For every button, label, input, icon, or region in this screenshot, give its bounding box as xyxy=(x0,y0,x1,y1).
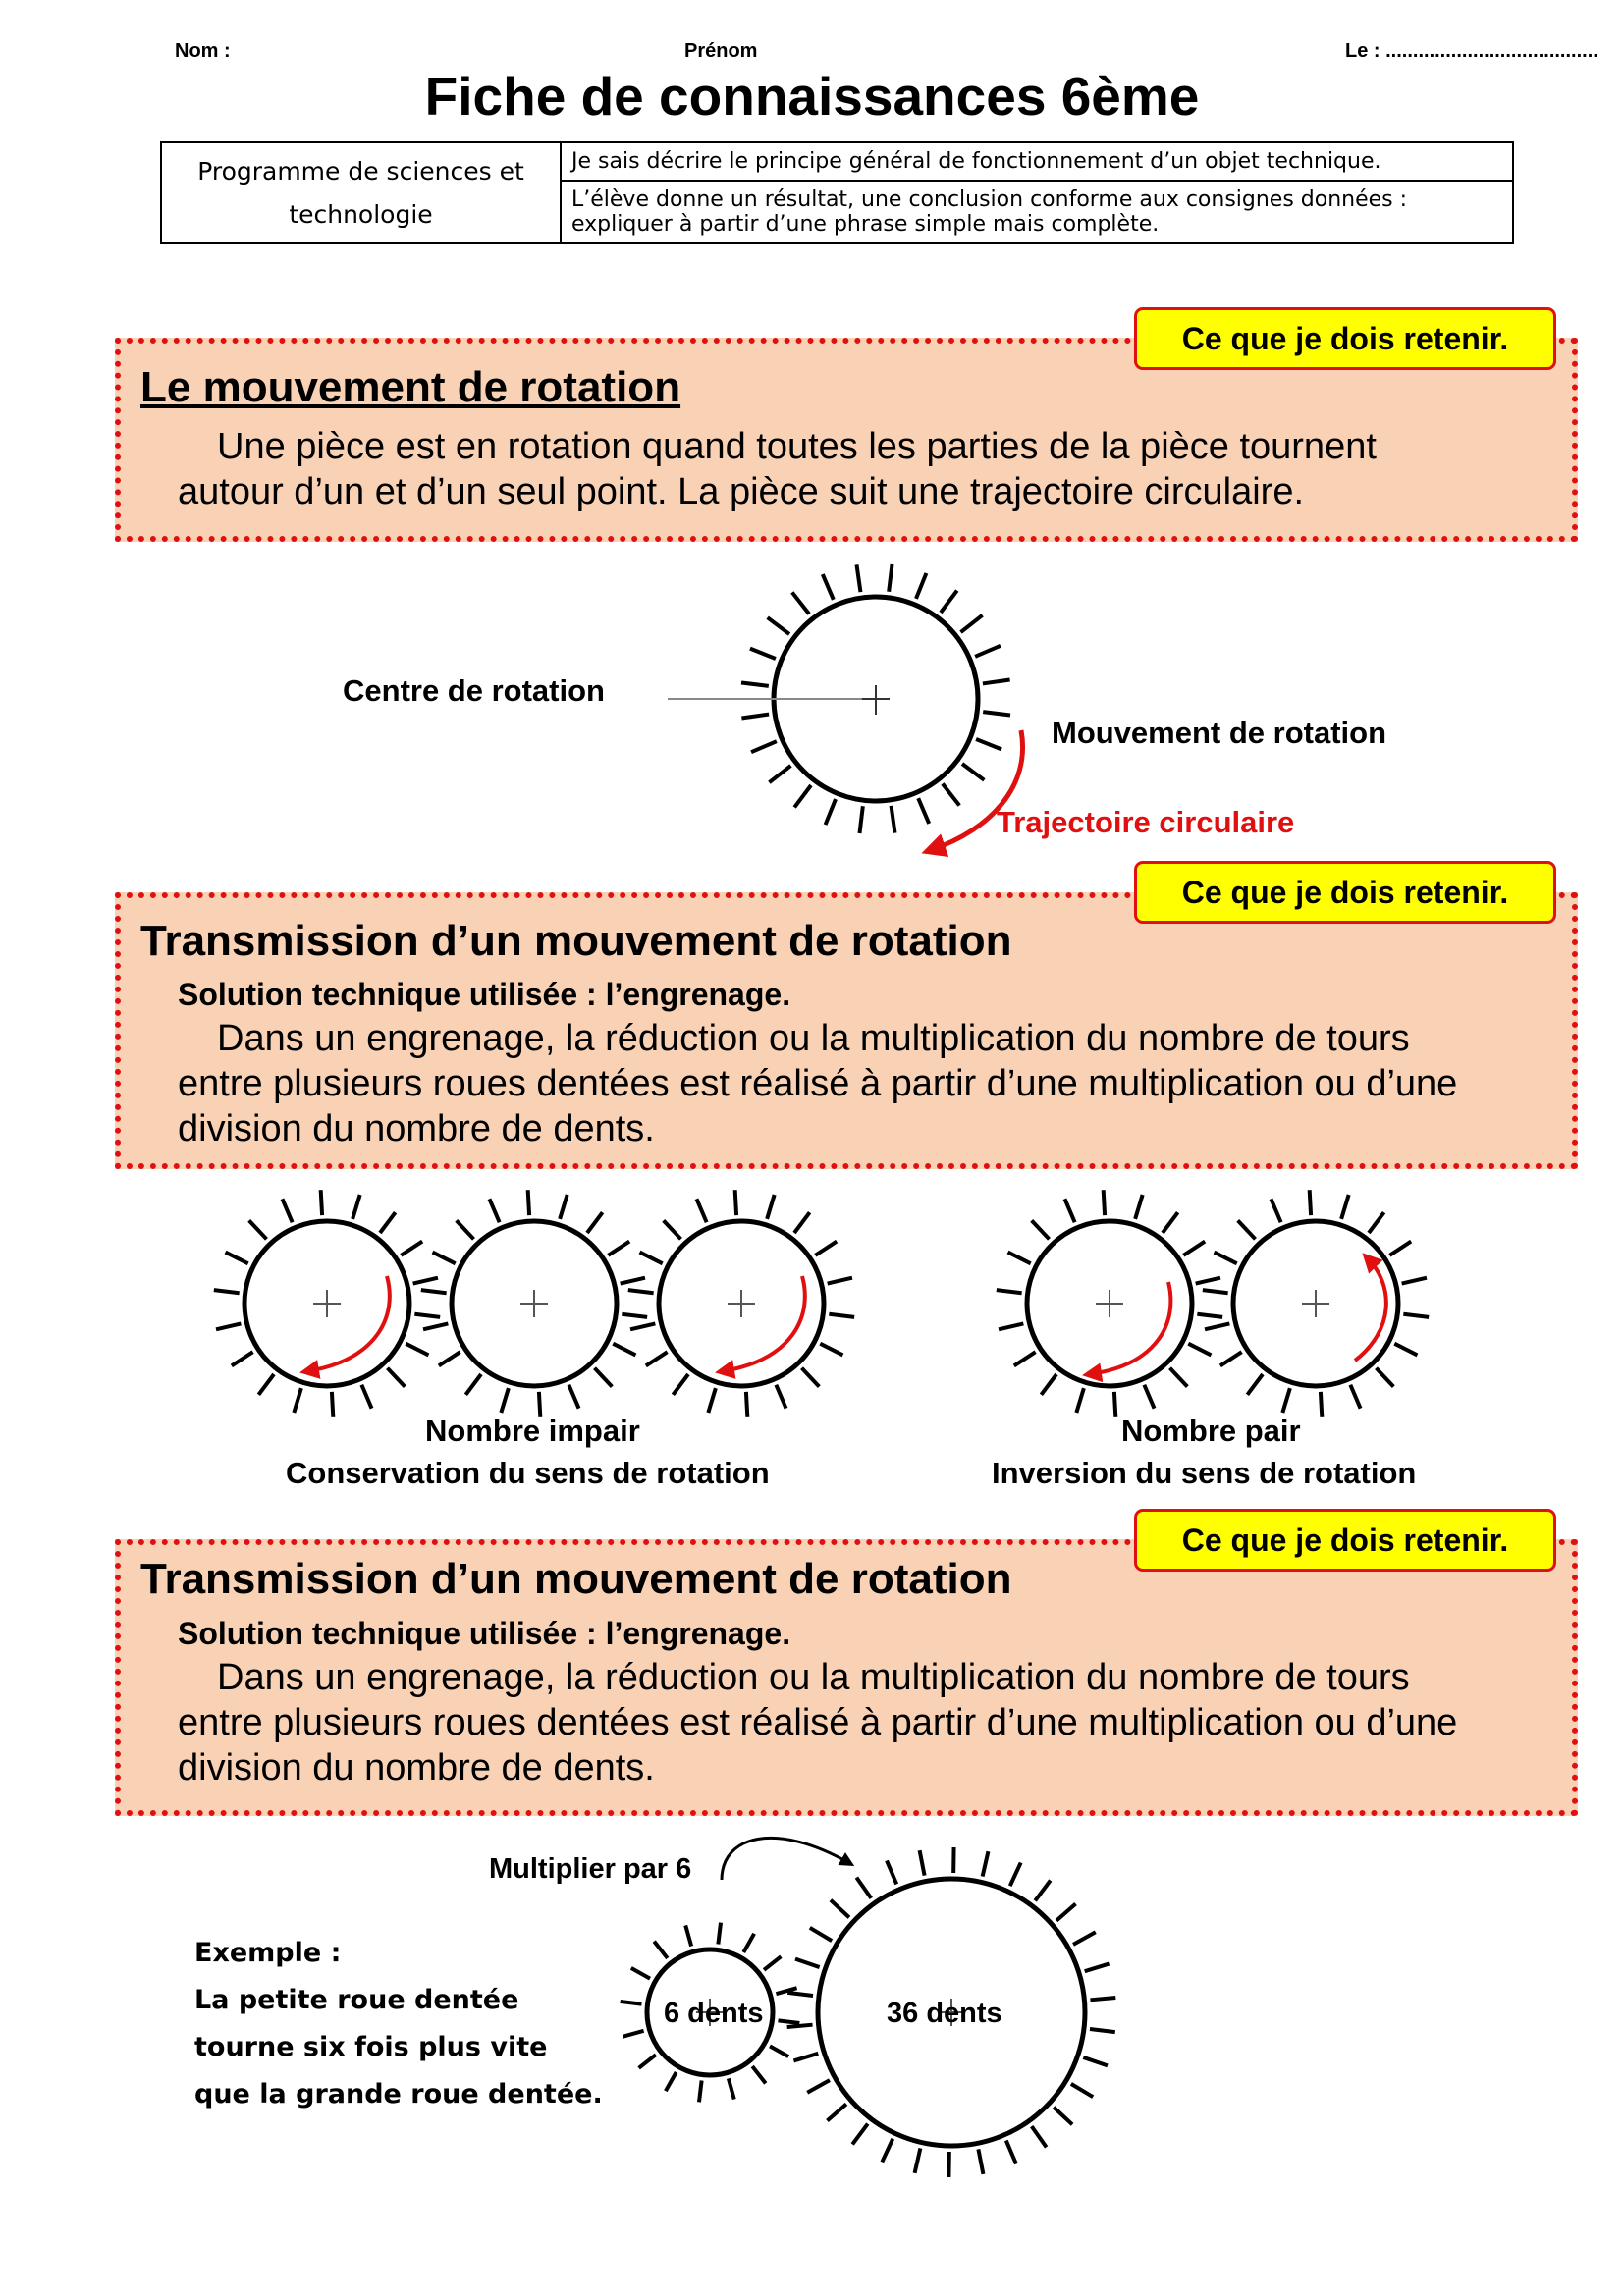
gear-tooth xyxy=(216,1323,241,1329)
gear-tooth xyxy=(828,1278,852,1284)
gear-tooth xyxy=(831,1900,849,1918)
gear-tooth xyxy=(810,1928,832,1941)
gear-tooth xyxy=(807,2080,830,2093)
gear-odd-3 xyxy=(628,1190,854,1417)
skill-describe: Je sais décrire le principe général de fonctionnement d’un objet technique. xyxy=(561,142,1513,181)
gear-tooth xyxy=(978,2149,983,2174)
gear-tooth xyxy=(630,1323,655,1329)
skill-conclude: L’élève donne un résultat, une conclusion conforme aux consignes données : expliquer à partir d’une phrase simple mais complète. xyxy=(561,181,1513,243)
gear-tooth xyxy=(918,798,929,824)
gear-tooth xyxy=(421,1290,447,1293)
mouvement-label: Mouvement de rotation xyxy=(1052,716,1387,750)
gear-tooth xyxy=(852,2124,868,2145)
gear-tooth xyxy=(882,2139,893,2163)
gear-tooth xyxy=(983,679,1010,683)
gear-tooth xyxy=(997,1290,1022,1293)
gear-tooth xyxy=(1197,1314,1222,1317)
retenir-badge: Ce que je dois retenir. xyxy=(1134,861,1556,924)
gear-tooth xyxy=(770,2046,788,2056)
gear-tooth xyxy=(439,1352,460,1365)
gear-tooth xyxy=(226,1253,248,1264)
gear-tooth xyxy=(621,2002,642,2004)
gear-tooth xyxy=(568,1385,578,1409)
gear-tooth xyxy=(654,1942,668,1958)
gear-tooth xyxy=(1196,1278,1220,1284)
gear-tooth xyxy=(767,1195,775,1219)
program-name: Programme de sciences et technologie xyxy=(161,142,561,243)
gear-tooth xyxy=(258,1374,274,1395)
gear-tooth xyxy=(941,591,957,613)
gear-tooth xyxy=(1032,1220,1050,1239)
gear-odd-1 xyxy=(214,1190,440,1417)
gear-tooth xyxy=(750,649,776,659)
gear-tooth xyxy=(666,2072,677,2091)
small-gear-label: 6 dents xyxy=(664,1998,764,2029)
gear-tooth xyxy=(975,646,1001,657)
gear-tooth xyxy=(1085,1964,1110,1972)
gear-tooth xyxy=(623,2031,643,2037)
gear-tooth xyxy=(795,1959,820,1967)
gear-tooth xyxy=(1014,1352,1036,1365)
gear-tooth xyxy=(1006,2141,1016,2164)
gear-tooth xyxy=(829,1314,854,1317)
gear-tooth xyxy=(1394,1344,1417,1356)
gear-tooth xyxy=(1403,1314,1429,1317)
gear-tooth xyxy=(465,1374,481,1395)
gear-tooth xyxy=(826,799,836,825)
gear-tooth xyxy=(646,1352,668,1365)
example-line2: tourne six fois plus vite xyxy=(194,2032,548,2062)
gear-even-2 xyxy=(1203,1190,1429,1417)
gear-tooth xyxy=(282,1199,292,1222)
gear-tooth xyxy=(802,1368,820,1387)
gear-tooth xyxy=(793,2054,818,2061)
gear-tooth xyxy=(696,1199,706,1222)
even-sub-label: Inversion du sens de rotation xyxy=(992,1456,1417,1490)
odd-sub-label: Conservation du sens de rotation xyxy=(286,1456,770,1490)
date-label: Le : ....................................... xyxy=(1345,40,1598,62)
section1-text-line1: Une pièce est en rotation quand toutes les parties de la pièce tournent xyxy=(217,426,1377,467)
gear-tooth xyxy=(752,2066,766,2083)
gear-tooth xyxy=(1341,1195,1349,1219)
gear-tooth xyxy=(743,1934,754,1952)
gear-tooth xyxy=(1135,1195,1143,1219)
gear-tooth xyxy=(769,766,790,782)
gear-tooth xyxy=(1083,2057,1108,2065)
gear-tooth xyxy=(388,1368,406,1387)
gear-tooth xyxy=(768,617,789,634)
section2-text-line1: Dans un engrenage, la réduction ou la multiplication du nombre de tours xyxy=(217,1018,1410,1059)
gear-tooth xyxy=(640,1253,663,1264)
gear-tooth xyxy=(332,1392,333,1417)
gear-tooth xyxy=(1282,1388,1290,1413)
gear-tooth xyxy=(613,1344,635,1356)
gear-tooth xyxy=(962,764,984,780)
gear-tooth xyxy=(741,682,769,685)
section1-title: Le mouvement de rotation xyxy=(140,363,681,411)
gear-tooth xyxy=(815,1242,837,1255)
gear-tooth xyxy=(718,1923,721,1945)
gear-tooth xyxy=(787,1993,813,1996)
gear-tooth xyxy=(401,1242,422,1255)
section3-title: Transmission d’un mouvement de rotation xyxy=(140,1555,1012,1603)
gear-tooth xyxy=(943,784,959,806)
prenom-label: Prénom xyxy=(684,40,758,62)
example-block xyxy=(194,1930,603,2118)
section2-subtitle: Solution technique utilisée : l’engrenage. xyxy=(178,977,791,1012)
gear-tooth xyxy=(501,1388,509,1413)
gear-tooth xyxy=(1310,1190,1311,1215)
gear-tooth xyxy=(423,1323,448,1329)
gear-tooth xyxy=(1035,1881,1051,1901)
gear-tooth xyxy=(961,615,983,632)
nom-label: Nom : xyxy=(175,40,231,62)
gear-tooth xyxy=(1071,2084,1093,2097)
gear-tooth xyxy=(889,564,892,592)
gear-tooth xyxy=(1205,1323,1229,1329)
gear-tooth xyxy=(294,1388,301,1413)
gear-tooth xyxy=(794,1212,810,1233)
gear-tooth xyxy=(433,1253,456,1264)
gear-tooth xyxy=(708,1388,716,1413)
gear-tooth xyxy=(1090,2029,1115,2032)
gear-tooth xyxy=(1054,2108,1072,2125)
section3-text-line1: Dans un engrenage, la réduction ou la multiplication du nombre de tours xyxy=(217,1657,1410,1698)
gear-tooth xyxy=(1170,1368,1188,1387)
gear-tooth xyxy=(673,1374,688,1395)
gear-even-1 xyxy=(997,1190,1222,1417)
gear-tooth xyxy=(1064,1199,1074,1222)
gear-tooth xyxy=(528,1190,529,1215)
gear-tooth xyxy=(1188,1344,1211,1356)
example-line1: La petite roue dentée xyxy=(194,1985,519,2015)
gear-tooth xyxy=(1163,1212,1178,1233)
gear-tooth xyxy=(414,1314,440,1317)
gear-tooth xyxy=(820,1344,842,1356)
gear-tooth xyxy=(915,2148,921,2172)
gear-tooth xyxy=(413,1278,438,1284)
gear-tooth xyxy=(1377,1368,1394,1387)
gear-tooth xyxy=(1238,1220,1256,1239)
gear-tooth xyxy=(856,564,860,592)
gear-tooth xyxy=(631,1968,650,1979)
gear-tooth xyxy=(232,1352,253,1365)
section2-text-line2: entre plusieurs roues dentées est réalisé à partir d’une multiplication ou d’une xyxy=(178,1063,1458,1104)
gear-tooth xyxy=(823,574,834,600)
gear-tooth xyxy=(920,1850,925,1876)
gear-tooth xyxy=(764,1956,781,1970)
big-gear-label: 36 dents xyxy=(887,1998,1002,2029)
gear-tooth xyxy=(887,1860,896,1884)
gear-tooth xyxy=(1056,1904,1076,1921)
example-title: Exemple : xyxy=(194,1938,342,1968)
gear-tooth xyxy=(916,573,926,599)
retenir-badge: Ce que je dois retenir. xyxy=(1134,1509,1556,1572)
gear-tooth xyxy=(1369,1212,1384,1233)
gear-tooth xyxy=(776,1385,785,1409)
section3-text-line3: division du nombre de dents. xyxy=(178,1747,655,1789)
gear-tooth xyxy=(787,2025,813,2027)
retenir-badge: Ce que je dois retenir. xyxy=(1134,307,1556,370)
gear-tooth xyxy=(639,2055,656,2068)
trajectoire-label: Trajectoire circulaire xyxy=(997,805,1295,839)
gear-tooth xyxy=(792,592,809,614)
gear-tooth xyxy=(741,715,769,719)
multiplier-label: Multiplier par 6 xyxy=(489,1853,692,1885)
gear-tooth xyxy=(1090,1998,1115,2000)
gear-tooth xyxy=(1114,1392,1115,1417)
gear-tooth xyxy=(595,1368,613,1387)
section3-text-line2: entre plusieurs roues dentées est réalisé à partir d’une multiplication ou d’une xyxy=(178,1702,1458,1743)
gear-tooth xyxy=(406,1344,428,1356)
gear-tooth xyxy=(214,1290,240,1293)
gear-tooth xyxy=(983,1851,989,1876)
gear-tooth xyxy=(1183,1242,1205,1255)
gear-tooth xyxy=(1144,1385,1154,1409)
gear-tooth xyxy=(999,1323,1023,1329)
gear-tooth xyxy=(249,1220,267,1239)
example-line3: que la grande roue dentée. xyxy=(194,2079,603,2109)
centre-label: Centre de rotation xyxy=(343,673,605,708)
gear-tooth xyxy=(1076,1388,1084,1413)
gear-tooth xyxy=(699,2080,702,2102)
gear-tooth xyxy=(685,1925,691,1946)
gear-tooth xyxy=(1402,1278,1427,1284)
even-label: Nombre pair xyxy=(1121,1414,1301,1448)
gear-tooth xyxy=(735,1190,736,1215)
gear-tooth xyxy=(1032,2126,1047,2147)
gear-tooth xyxy=(1215,1253,1237,1264)
gear-tooth xyxy=(1220,1352,1242,1365)
section2-text-line3: division du nombre de dents. xyxy=(178,1108,655,1149)
multiply-arrow-icon xyxy=(722,1838,849,1880)
gear-tooth xyxy=(1010,1863,1021,1887)
gear-tooth xyxy=(1389,1242,1411,1255)
gear-tooth xyxy=(983,712,1010,715)
gear-tooth xyxy=(622,1314,647,1317)
gear-tooth xyxy=(457,1220,474,1239)
gear-tooth xyxy=(1271,1199,1280,1222)
gear-tooth xyxy=(1104,1190,1105,1215)
page-title: Fiche de connaissances 6ème xyxy=(424,66,1200,127)
gear-tooth xyxy=(1073,1932,1096,1945)
gear-tooth xyxy=(621,1278,645,1284)
odd-label: Nombre impair xyxy=(425,1414,640,1448)
gear-tooth xyxy=(664,1220,681,1239)
section1-text-line2: autour d’un et d’un seul point. La pièce suit une trajectoire circulaire. xyxy=(178,471,1305,512)
gear-tooth xyxy=(608,1242,629,1255)
gear-tooth xyxy=(778,2020,799,2023)
gear-odd-2 xyxy=(421,1190,647,1417)
gear-tooth xyxy=(1041,1374,1056,1395)
gear-tooth xyxy=(856,1878,871,1898)
gear-tooth xyxy=(1350,1385,1360,1409)
gear-tooth xyxy=(1008,1253,1031,1264)
gear-tooth xyxy=(489,1199,499,1222)
gear-tooth xyxy=(560,1195,568,1219)
gear-tooth xyxy=(794,785,811,807)
gear-tooth xyxy=(976,739,1001,749)
gear-tooth xyxy=(751,741,777,752)
gear-tooth xyxy=(380,1212,396,1233)
gear-tooth xyxy=(321,1190,322,1215)
gear-tooth xyxy=(1321,1392,1322,1417)
gear-tooth xyxy=(587,1212,603,1233)
gear-tooth xyxy=(628,1290,654,1293)
gear-tooth xyxy=(361,1385,371,1409)
gear-tooth xyxy=(1203,1290,1228,1293)
gear-tooth xyxy=(892,806,895,833)
gear-tooth xyxy=(859,806,862,833)
gear-tooth xyxy=(746,1392,747,1417)
section2-title: Transmission d’un mouvement de rotation xyxy=(140,917,1012,965)
gear-tooth xyxy=(827,2104,846,2120)
section3-subtitle: Solution technique utilisée : l’engrenage. xyxy=(178,1616,791,1651)
gear-tooth xyxy=(1247,1374,1263,1395)
gear-tooth xyxy=(352,1195,360,1219)
gear-tooth xyxy=(729,2078,734,2099)
